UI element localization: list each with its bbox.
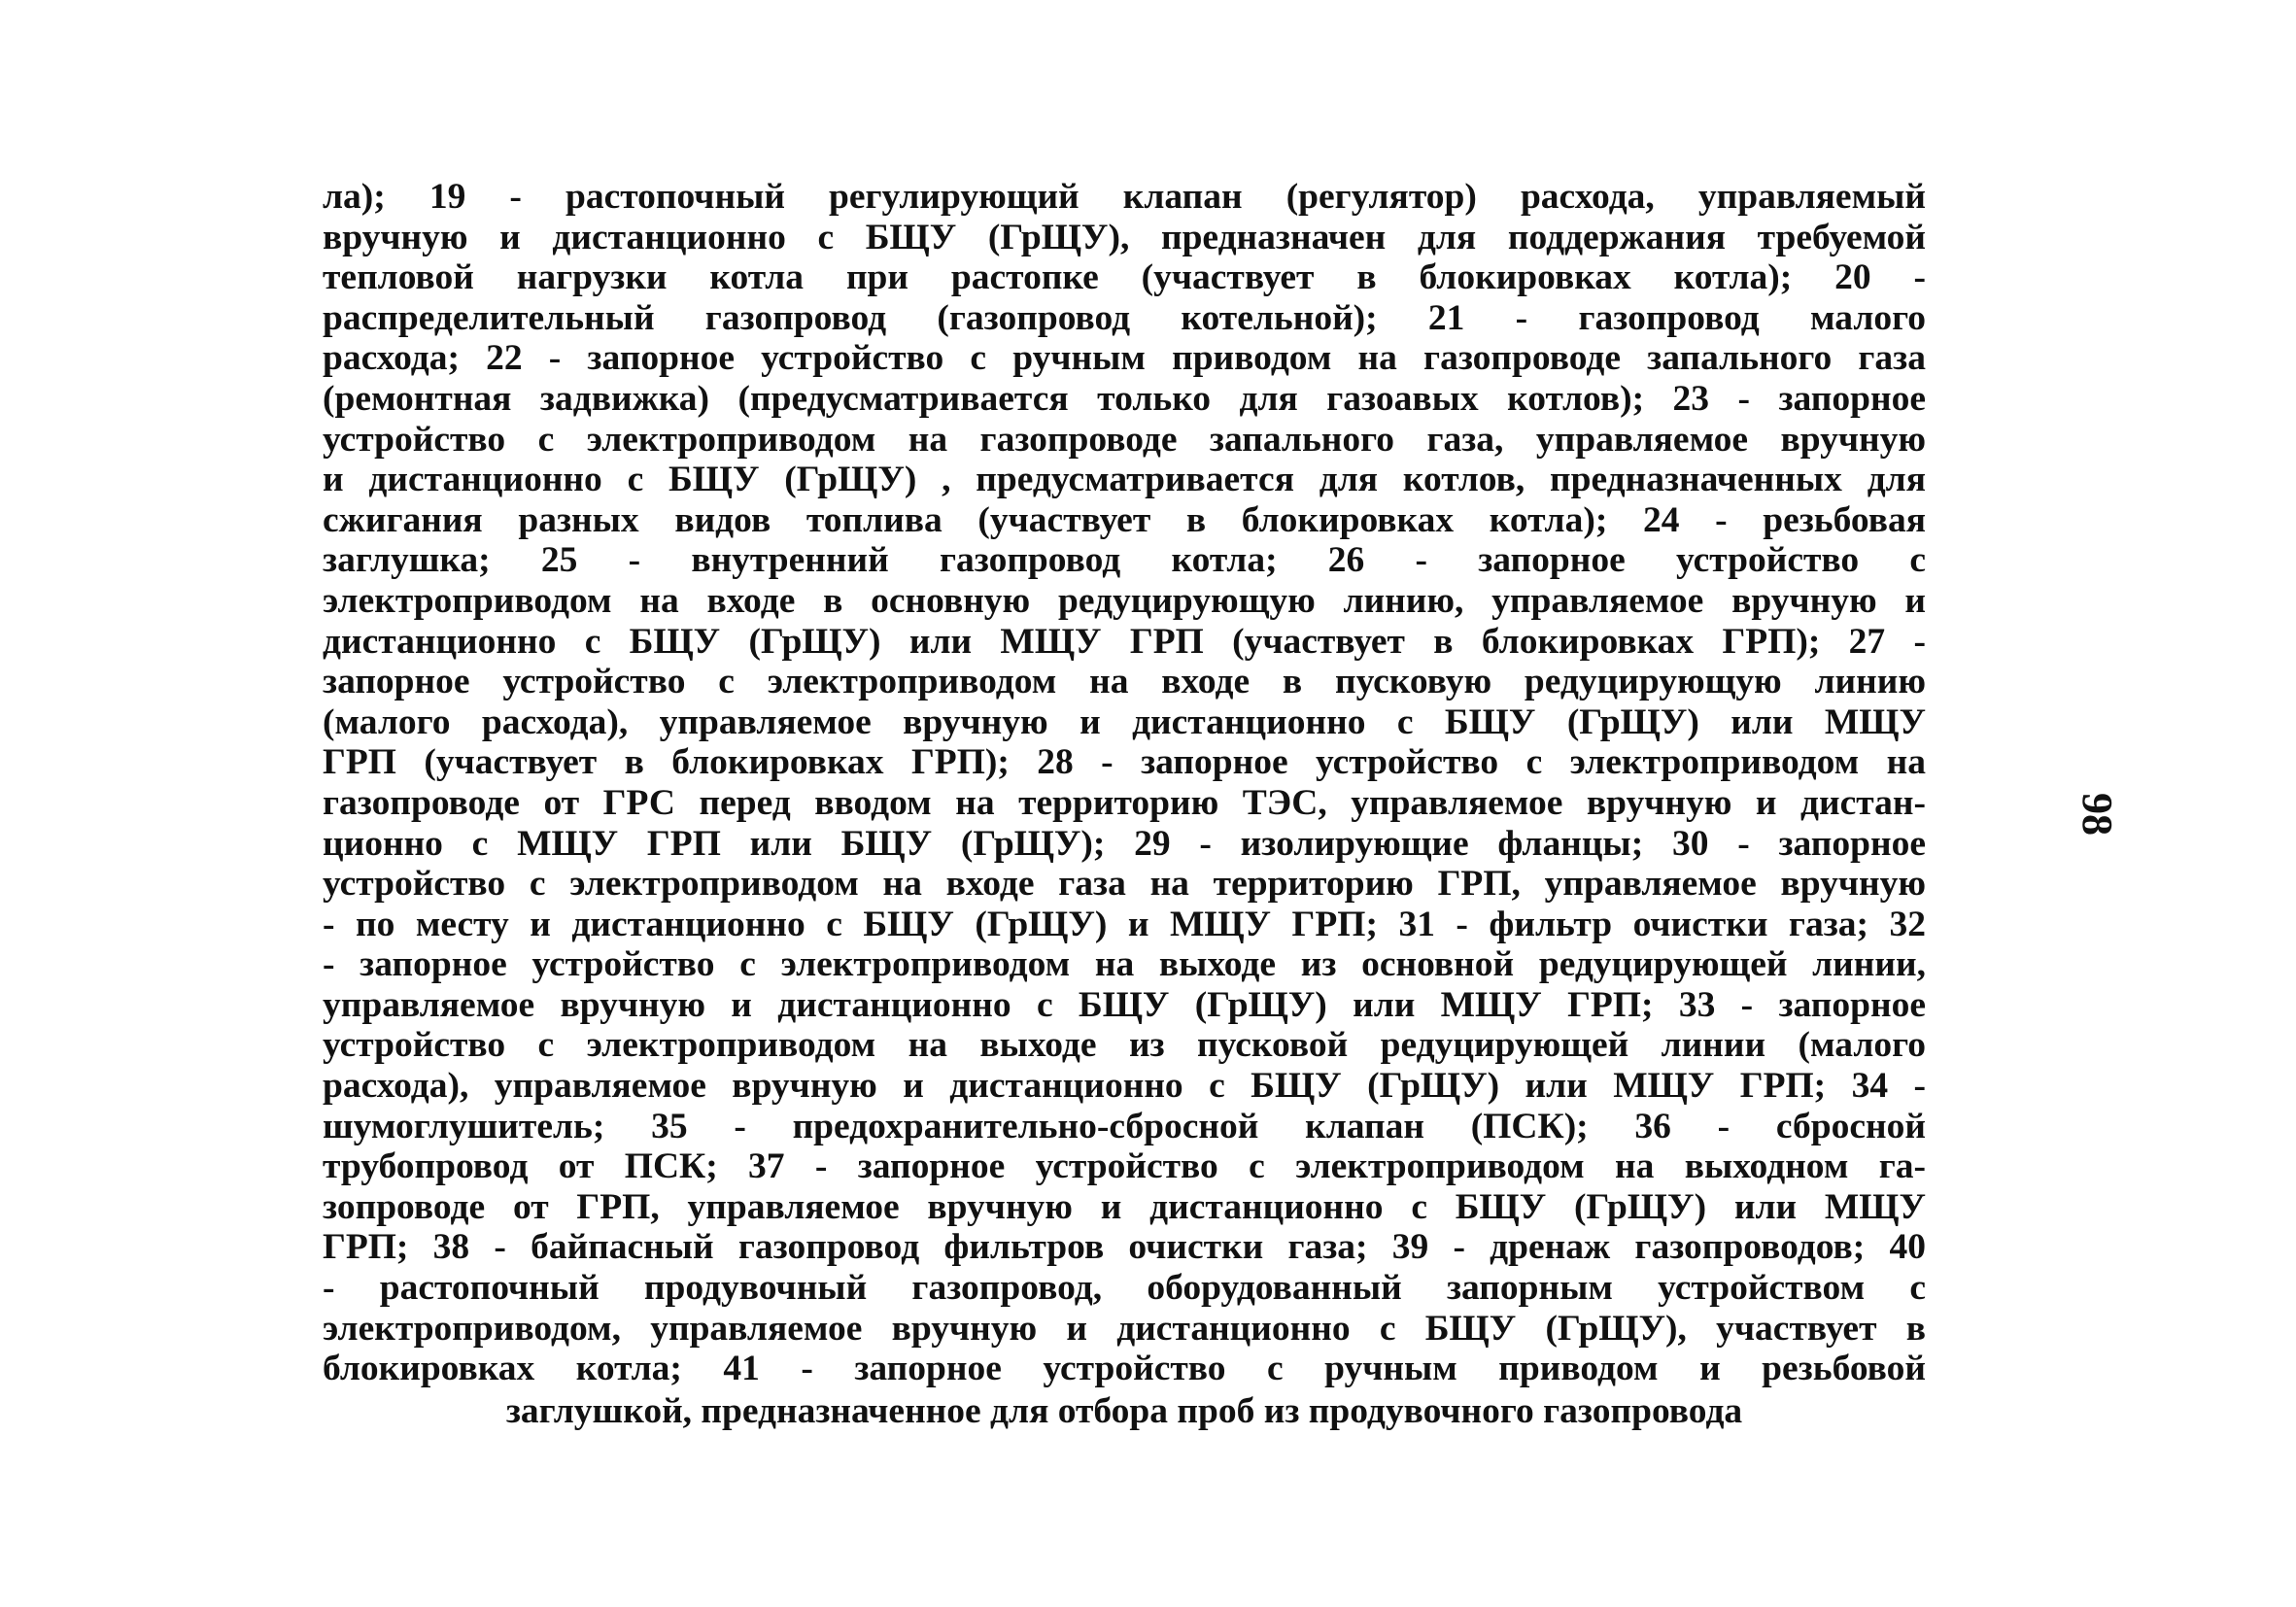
body-text [323, 177, 1926, 1431]
text-line: распределительный газопровод (газопровод котельной); 21 - газопровод малого [323, 297, 1926, 338]
text-line: расхода), управляемое вручную и дистанционно с БЩУ (ГрЩУ) или МЩУ ГРП; 34 - [323, 1066, 1926, 1107]
text-line: (малого расхода), управляемое вручную и дистанционно с БЩУ (ГрЩУ) или МЩУ [323, 701, 1926, 742]
text-line: дистанционно с БЩУ (ГрЩУ) или МЩУ ГРП (участвует в блокировках ГРП); 27 - [323, 621, 1926, 662]
text-line: управляемое вручную и дистанционно с БЩУ (ГрЩУ) или МЩУ ГРП; 33 - запорное [323, 984, 1926, 1025]
text-line: вручную и дистанционно с БЩУ (ГрЩУ), предназначен для поддержания требуемой [323, 217, 1926, 257]
text-line: блокировках котла; 41 - запорное устройство с ручным приводом и резьбовой [323, 1349, 1926, 1389]
text-line: электроприводом на входе в основную редуцирующую линию, управляемое вручную и [323, 580, 1926, 621]
text-line: ла); 19 - растопочный регулирующий клапан (регулятор) расхода, управляемый [323, 177, 1926, 217]
text-line: - по месту и дистанционно с БЩУ (ГрЩУ) и МЩУ ГРП; 31 - фильтр очистки газа; 32 [323, 904, 1926, 944]
text-line: - растопочный продувочный газопровод, оборудованный запорным устройством с [323, 1268, 1926, 1309]
text-line: сжигания разных видов топлива (участвует в блокировках котла); 24 - резьбовая [323, 499, 1926, 540]
text-line: устройство с электроприводом на входе газа на территорию ГРП, управляемое вручную [323, 864, 1926, 905]
text-line: трубопровод от ПСК; 37 - запорное устройство с электроприводом на выходном га- [323, 1146, 1926, 1187]
text-line: ГРП; 38 - байпасный газопровод фильтров очистки газа; 39 - дренаж газопроводов; 40 [323, 1227, 1926, 1268]
text-line: заглушка; 25 - внутренний газопровод котла; 26 - запорное устройство с [323, 540, 1926, 581]
text-line: запорное устройство с электроприводом на входе в пусковую редуцирующую линию [323, 662, 1926, 702]
text-line: - запорное устройство с электроприводом на выходе из основной редуцирующей линии, [323, 944, 1926, 985]
text-line: тепловой нагрузки котла при растопке (участвует в блокировках котла); 20 - [323, 257, 1926, 298]
text-line: и дистанционно с БЩУ (ГрЩУ) , предусматривается для котлов, предназначенных для [323, 460, 1926, 500]
text-line: газопроводе от ГРС перед вводом на территорию ТЭС, управляемое вручную и дистан- [323, 782, 1926, 823]
page-number: 98 [2073, 793, 2121, 836]
text-line: электроприводом, управляемое вручную и дистанционно с БЩУ (ГрЩУ), участвует в [323, 1308, 1926, 1349]
text-line: устройство с электроприводом на выходе из пусковой редуцирующей линии (малого [323, 1025, 1926, 1066]
text-line: устройство с электроприводом на газопроводе запального газа, управляемое вручную [323, 419, 1926, 460]
text-line: ГРП (участвует в блокировках ГРП); 28 - запорное устройство с электроприводом на [323, 742, 1926, 783]
text-line-last: заглушкой, предназначенное для отбора проб из продувочного газопровода [505, 1390, 1743, 1431]
text-line: зопроводе от ГРП, управляемое вручную и дистанционно с БЩУ (ГрЩУ) или МЩУ [323, 1186, 1926, 1227]
text-line: (ремонтная задвижка) (предусматривается только для газоавых котлов); 23 - запорное [323, 378, 1926, 419]
text-line: расхода; 22 - запорное устройство с ручным приводом на газопроводе запального газа [323, 338, 1926, 379]
text-line: шумоглушитель; 35 - предохранительно-сбросной клапан (ПСК); 36 - сбросной [323, 1106, 1926, 1146]
text-line: ционно с МЩУ ГРП или БЩУ (ГрЩУ); 29 - изолирующие фланцы; 30 - запорное [323, 823, 1926, 864]
